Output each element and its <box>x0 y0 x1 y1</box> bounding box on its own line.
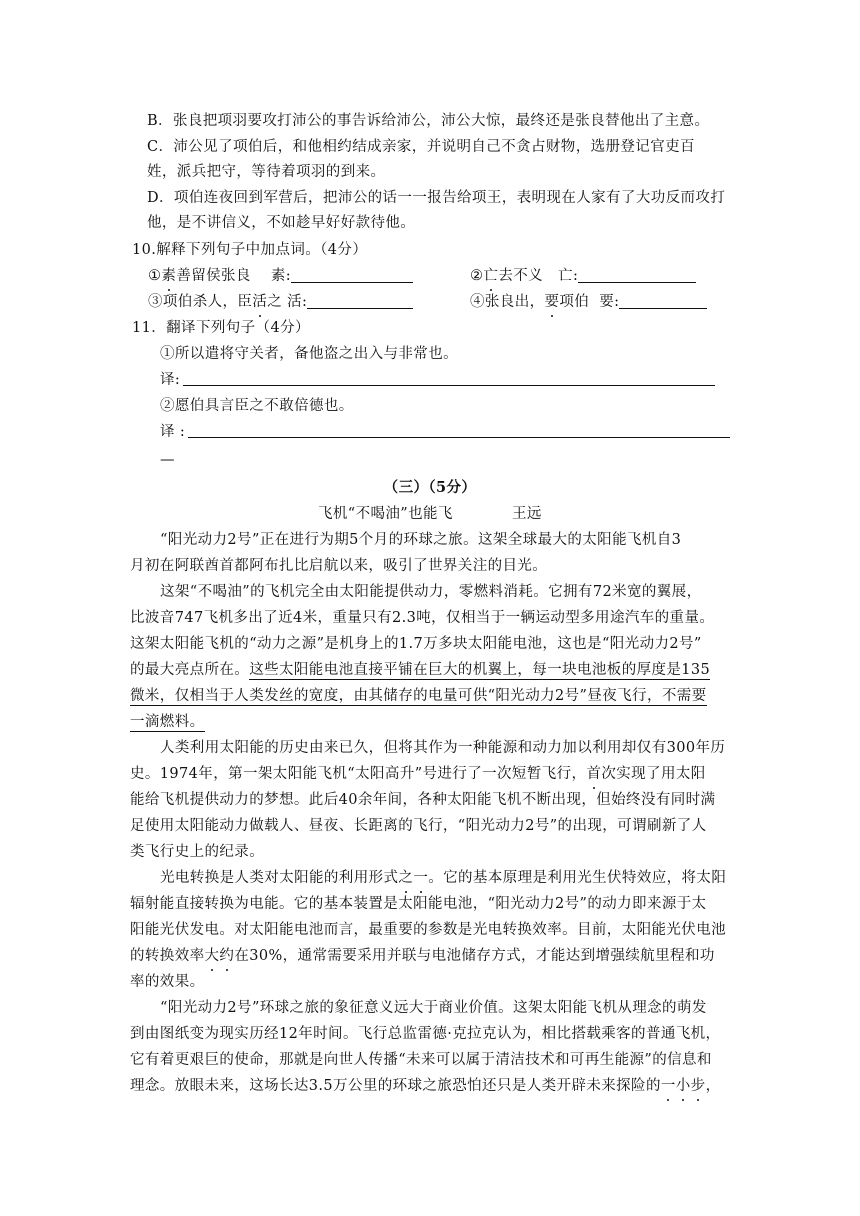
dotted-word: 约 <box>219 948 235 964</box>
paragraph-5-line-2: 到由图纸变为现实历经12年时间。飞行总监雷德·克拉克认为，相比搭载乘客的普通飞机， <box>130 1026 721 1042</box>
paragraph-3-line-5: 类飞行史上的纪录。 <box>130 844 265 860</box>
option-c-line2: 姓，派兵把守，等待着项羽的到来。 <box>147 164 386 180</box>
paragraph-4-line-1: 光电转换是人类对太阳能的利用形式之一。它的基本原理是利用光生伏特效应，将太阳 <box>160 870 727 886</box>
q11-translate-label-1: 译: <box>160 372 181 388</box>
paragraph-5-line-4: 理念。放眼未来，这场长达3.5万公里的环球之旅恐怕还只是人类开辟未来探险的一小步， <box>130 1078 721 1094</box>
answer-blank-1[interactable] <box>291 266 413 283</box>
q10-item-4: ④张良出，要项伯 要: <box>470 292 707 312</box>
paragraph-4-line-5: 率的效果。 <box>130 974 205 990</box>
underlined-sentence: 一滴燃料。 <box>130 714 205 730</box>
q11-sentence-2: ②愿伯具言臣之不敢倍德也。 <box>160 398 354 414</box>
q10-item-1: ①素善留侯张良 素: <box>148 266 413 286</box>
section-heading: （三）（5分） <box>383 479 477 496</box>
dotted-word: 亡 <box>483 268 499 284</box>
q11-translate-label-2: 译 : <box>160 424 186 440</box>
dotted-word: 大 <box>204 948 220 964</box>
underlined-sentence: 微米，仅相当于人类发丝的宽度，由其储存的电量可供“阳光动力2号”昼夜飞行，不需要 <box>130 688 707 704</box>
dotted-word: 首 <box>586 766 602 782</box>
paragraph-3-line-2: 史。1974年，第一架太阳能飞机“太阳高升”号进行了一次短暂飞行，首次实现了用太阳 <box>130 766 706 782</box>
option-b: B．张良把项羽要攻打沛公的事告诉给沛公，沛公大惊，最终还是张良替他出了主意。 <box>147 113 710 129</box>
option-c-line1: C．沛公见了项伯后，和他相约结成亲家，并说明自己不贪占财物，选册登记官吏百 <box>147 139 695 155</box>
paragraph-2-line-2: 比波音747飞机多出了近4米，重量只有2.3吨，仅相当于一辆运动型多用途汽车的重量。 <box>130 610 715 626</box>
paragraph-3-line-1: 人类利用太阳能的历史由来已久，但将其作为一种能源和动力加以利用却仅有300年历 <box>160 740 726 756</box>
paragraph-5-line-1: “阳光动力2号”环球之旅的象征意义远大于商业价值。这架太阳能飞机从理念的萌发 <box>160 1000 707 1016</box>
paragraph-2-line-5 <box>130 686 707 706</box>
paragraph-1-line-1: “阳光动力2号”正在进行为期5个月的环球之旅。这架全球最大的太阳能飞机自3 <box>160 532 682 548</box>
dotted-word: 一 <box>413 870 429 886</box>
option-d-line2: 他，是不讲信义，不如趁早好好款待他。 <box>147 215 416 231</box>
paragraph-4-line-3: 阳能光伏发电。对太阳能电池而言，最重要的参数是光电转换效率。目前，太阳能光伏电池 <box>130 922 726 938</box>
article-title: 飞机“不喝油”也能飞 <box>318 506 453 522</box>
answer-blank-4[interactable] <box>619 292 707 309</box>
paragraph-4-line-2: 辐射能直接转换为电能。它的基本装置是太阳能电池，“阳光动力2号”的动力即来源于太 <box>130 896 707 912</box>
paragraph-1-line-2: 月初在阿联酋首都阿布扎比启航以来，吸引了世界关注的目光。 <box>130 558 548 574</box>
q10-item-2: ②亡去不义 亡: <box>470 266 696 286</box>
paragraph-2-line-1: 这架“不喝油”的飞机完全由太阳能提供动力，零燃料消耗。它拥有72米宽的翼展， <box>160 584 702 600</box>
question-10-title: 10.解释下列句子中加点词。（4分） <box>132 242 368 258</box>
paragraph-5-line-3: 它有着更艰巨的使命，那就是向世人传播“未来可以属于清洁技术和可再生能源”的信息和 <box>130 1052 712 1068</box>
dotted-word: 素 <box>161 268 177 284</box>
paragraph-3-line-3: 能给飞机提供动力的梦想。此后40余年间，各种太阳能飞机不断出现，但始终没有同时满 <box>130 792 716 808</box>
translate-line-trail: — <box>160 452 175 468</box>
translate-line-2[interactable] <box>188 437 730 438</box>
dotted-word: 之 <box>398 870 414 886</box>
option-d-line1: D．项伯连夜回到军营后，把沛公的话一一报告给项王，表明现在人家有了大功反而攻打 <box>147 190 726 206</box>
translate-line-1[interactable] <box>183 385 715 386</box>
dotted-word: 一 <box>660 1078 676 1094</box>
paragraph-3-line-4: 足使用太阳能动力做载人、昼夜、长距离的飞行，“阳光动力2号”的出现，可谓刷新了人 <box>130 818 707 834</box>
dotted-word: 活 <box>252 294 268 310</box>
answer-blank-3[interactable] <box>307 292 413 309</box>
answer-blank-2[interactable] <box>578 266 696 283</box>
question-11-title: 11．翻译下列句子（4分） <box>132 320 310 336</box>
q11-sentence-1: ①所以遣将守关者，备他盗之出入与非常也。 <box>160 346 458 362</box>
dotted-word: 步 <box>690 1078 706 1094</box>
underlined-sentence: 这些太阳能电池直接平铺在巨大的机翼上，每一块电池板的厚度是135 <box>249 662 711 678</box>
q10-item-3: ③项伯杀人，臣活之 活: <box>148 292 413 312</box>
paragraph-4-line-4: 的转换效率大约在30%，通常需要采用并联与电池储存方式，才能达到增强续航里程和功 <box>130 948 715 964</box>
article-author: 王远 <box>512 506 542 522</box>
paragraph-2-line-4: 的最大亮点所在。这些太阳能电池直接平铺在巨大的机翼上，每一块电池板的厚度是135 <box>130 662 711 678</box>
dotted-word: 小 <box>675 1078 691 1094</box>
paragraph-2-line-3: 这架太阳能飞机的“动力之源”是机身上的1.7万多块太阳能电池，这也是“阳光动力2号” <box>130 636 702 652</box>
dotted-word: 要 <box>544 294 560 310</box>
paragraph-2-line-6 <box>130 712 205 732</box>
